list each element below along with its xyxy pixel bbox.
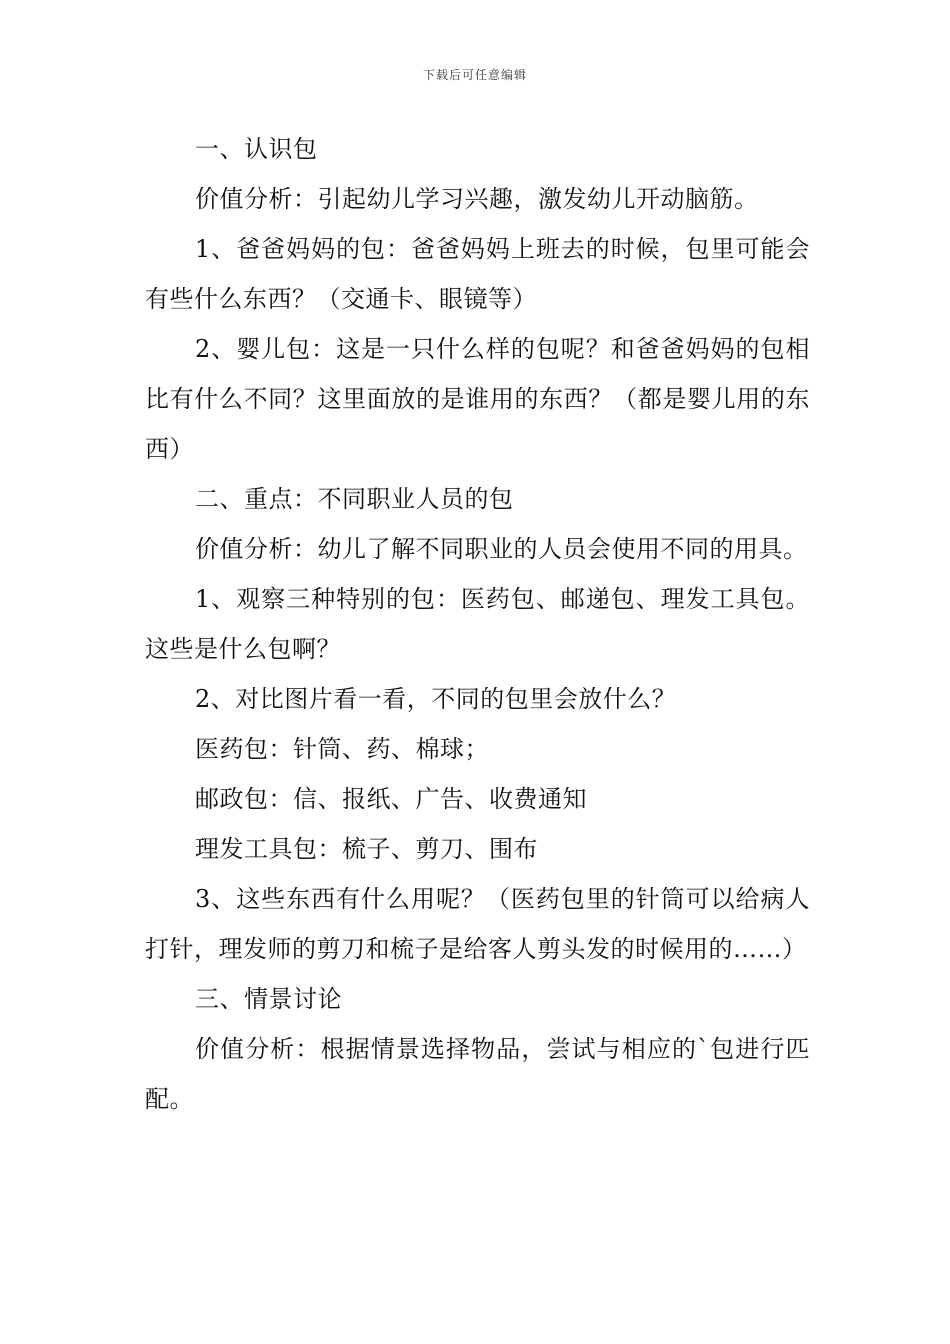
value-analysis-1: 价值分析：引起幼儿学习兴趣，激发幼儿开动脑筋。 xyxy=(195,185,759,213)
section-heading-3: 三、情景讨论 xyxy=(195,985,342,1013)
medical-bag-items: 医药包：针筒、药、棉球； xyxy=(195,735,489,763)
list-item-parents-bag: 1、爸爸妈妈的包：爸爸妈妈上班去的时候，包里可能会有些什么东西？（交通卡、眼镜等） xyxy=(145,235,810,313)
section-heading-1: 一、认识包 xyxy=(195,135,318,163)
list-item-baby-bag: 2、婴儿包：这是一只什么样的包呢？和爸爸妈妈的包相比有什么不同？这里面放的是谁用的东西？（都是婴儿用的东西） xyxy=(145,335,810,463)
header-note: 下载后可任意编辑 xyxy=(422,68,527,82)
list-item-compare-pictures: 2、对比图片看一看，不同的包里会放什么？ xyxy=(195,685,677,713)
barber-bag-items: 理发工具包：梳子、剪刀、围布 xyxy=(195,835,538,863)
list-item-usage: 3、这些东西有什么用呢？（医药包里的针筒可以给病人打针，理发师的剪刀和梳子是给客人剪头发的时候用的……） xyxy=(145,885,810,963)
value-analysis-3: 价值分析：根据情景选择物品，尝试与相应的`包进行匹配。 xyxy=(145,1035,810,1113)
document-body xyxy=(145,124,810,1124)
list-item-observe-bags: 1、观察三种特别的包：医药包、邮递包、理发工具包。这些是什么包啊？ xyxy=(145,585,810,663)
value-analysis-2: 价值分析：幼儿了解不同职业的人员会使用不同的用具。 xyxy=(195,535,808,563)
section-heading-2: 二、重点：不同职业人员的包 xyxy=(195,485,514,513)
postal-bag-items: 邮政包：信、报纸、广告、收费通知 xyxy=(195,785,587,813)
